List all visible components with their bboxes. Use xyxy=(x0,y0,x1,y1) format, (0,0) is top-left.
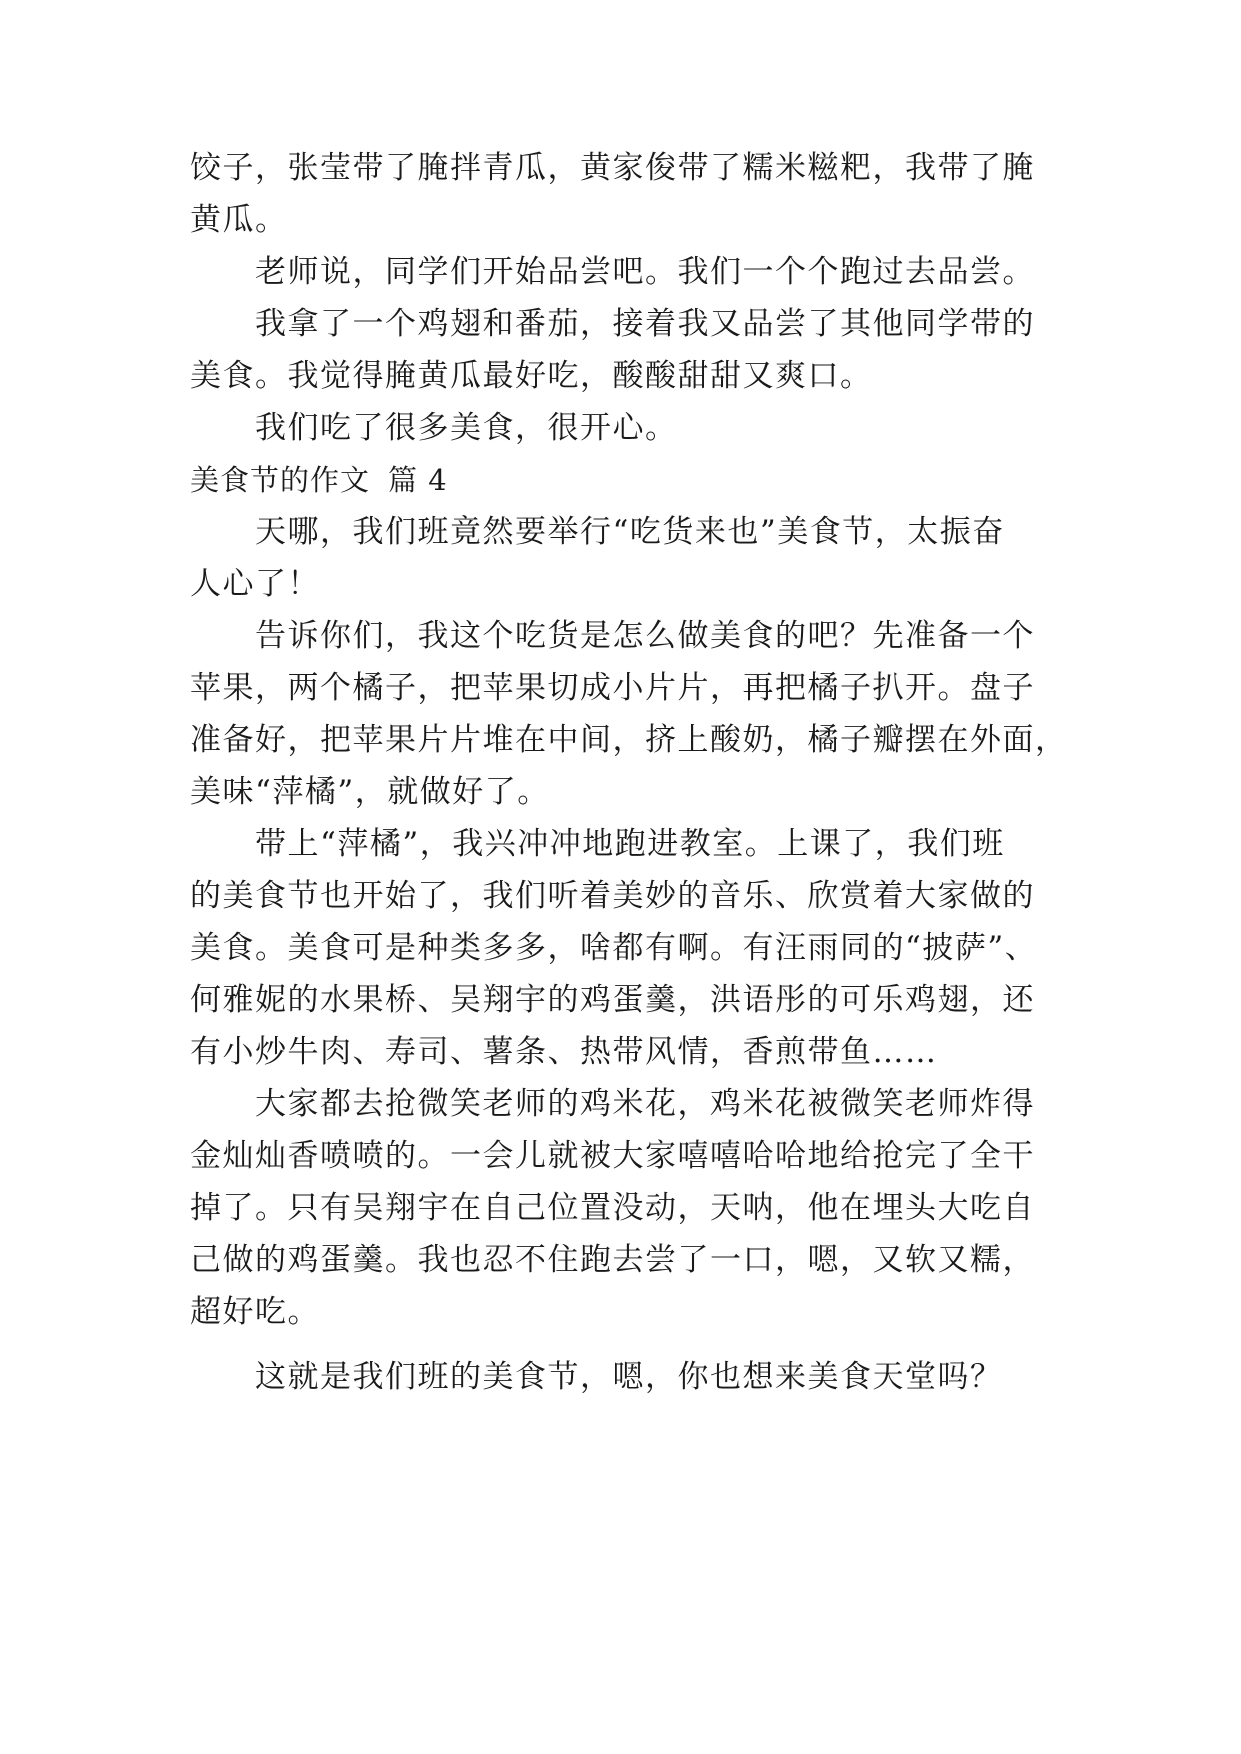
body-line: 美味“萍橘”，就做好了。 xyxy=(190,774,550,810)
body-line: 人心了！ xyxy=(190,566,320,602)
body-line: 美食。我觉得腌黄瓜最好吃，酸酸甜甜又爽口。 xyxy=(190,358,873,394)
body-line: 苹果，两个橘子，把苹果切成小片片，再把橘子扒开。盘子 xyxy=(190,670,1035,706)
body-line: 天哪，我们班竟然要举行“吃货来也”美食节，太振奋 xyxy=(255,514,1005,550)
body-line: 的美食节也开始了，我们听着美妙的音乐、欣赏着大家做的 xyxy=(190,878,1035,914)
body-line: 金灿灿香喷喷的。一会儿就被大家嘻嘻哈哈地给抢完了全干 xyxy=(190,1138,1035,1174)
body-line: 饺子，张莹带了腌拌青瓜，黄家俊带了糯米糍粑，我带了腌 xyxy=(190,150,1035,186)
body-line: 何雅妮的水果桥、吴翔宇的鸡蛋羹，洪语彤的可乐鸡翅，还 xyxy=(190,982,1035,1018)
body-line: 有小炒牛肉、寿司、薯条、热带风情，香煎带鱼…… xyxy=(190,1034,938,1070)
body-line: 带上“萍橘”，我兴冲冲地跑进教室。上课了，我们班 xyxy=(255,826,1005,862)
section-heading xyxy=(190,460,448,500)
body-line: 掉了。只有吴翔宇在自己位置没动，天呐，他在埋头大吃自 xyxy=(190,1190,1035,1226)
section-title: 美食节的作文 xyxy=(190,463,371,497)
body-line: 告诉你们，我这个吃货是怎么做美食的吧？先准备一个 xyxy=(255,618,1035,654)
body-line: 我们吃了很多美食，很开心。 xyxy=(255,410,678,446)
body-line: 黄瓜。 xyxy=(190,202,288,238)
body-line: 准备好，把苹果片片堆在中间，挤上酸奶，橘子瓣摆在外面， xyxy=(190,722,1068,758)
body-line: 我拿了一个鸡翅和番茄，接着我又品尝了其他同学带的 xyxy=(255,306,1035,342)
body-line: 己做的鸡蛋羹。我也忍不住跑去尝了一口，嗯，又软又糯， xyxy=(190,1242,1035,1278)
body-line: 大家都去抢微笑老师的鸡米花，鸡米花被微笑老师炸得 xyxy=(255,1086,1035,1122)
body-line: 这就是我们班的美食节，嗯，你也想来美食天堂吗？ xyxy=(255,1359,1003,1395)
section-number: 篇 4 xyxy=(388,463,448,497)
body-line: 超好吃。 xyxy=(190,1294,320,1330)
body-line: 老师说，同学们开始品尝吧。我们一个个跑过去品尝。 xyxy=(255,254,1035,290)
body-line: 美食。美食可是种类多多，啥都有啊。有汪雨同的“披萨”、 xyxy=(190,930,1038,966)
